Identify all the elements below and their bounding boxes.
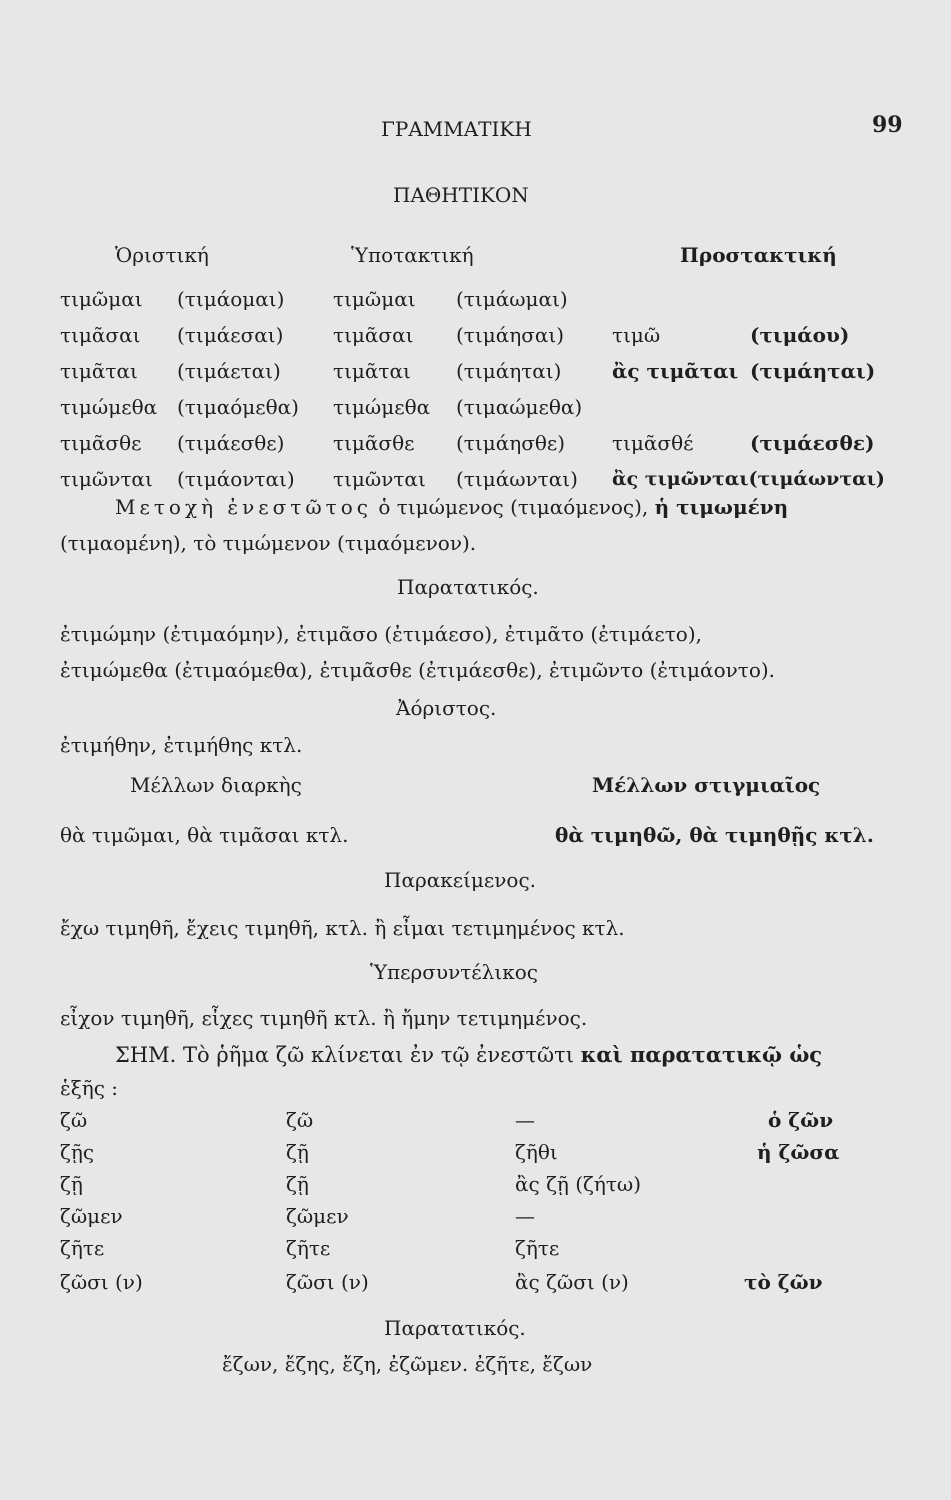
zo-cell: ζῶμεν — [286, 1204, 349, 1228]
column-header-subjunctive: Ὑποτακτική — [351, 243, 474, 267]
zo-imperfect-line: ἔζων, ἔζης, ἔζη, ἐζῶμεν. ἐζῆτε, ἔζων — [222, 1352, 593, 1376]
zo-cell: ζῶσι (ν) — [60, 1270, 143, 1294]
paradigm-cell: (τιμάομαι) — [177, 287, 285, 311]
zo-cell: ζῶμεν — [60, 1204, 123, 1228]
paradigm-cell: τιμῶ — [612, 323, 661, 347]
participle-line-2: (τιμαομένη), τὸ τιμώμενον (τιμαόμενον). — [60, 531, 477, 555]
future-continuous-label: Μέλλων διαρκὴς — [130, 773, 302, 797]
paradigm-cell: τιμῶμαι — [333, 287, 416, 311]
imperfect-line-2: ἐτιμώμεθα (ἐτιμαόμεθα), ἐτιμᾶσθε (ἐτιμάεσθε), ἐτιμῶντο (ἐτιμάοντο). — [60, 658, 776, 682]
paradigm-cell: (τιμάεσθε) — [750, 431, 875, 455]
note-line — [115, 1043, 822, 1067]
aorist-title: Ἀόριστος. — [396, 696, 497, 720]
zo-cell: τὸ ζῶν — [744, 1270, 823, 1294]
paradigm-cell: (τιμάεται) — [177, 359, 281, 383]
participle-line — [115, 495, 788, 519]
zo-cell: ζῇ — [286, 1172, 309, 1196]
column-header-indicative: Ὁριστική — [115, 243, 209, 267]
paradigm-cell: τιμῶνται — [333, 467, 426, 491]
paradigm-cell: (τιμαώμεθα) — [456, 395, 583, 419]
imperfect-title: Παρατατικός. — [397, 575, 539, 599]
paradigm-cell: (τιμάηται) — [456, 359, 562, 383]
zo-cell: ὁ ζῶν — [768, 1108, 834, 1132]
paradigm-cell: τιμᾶσθε — [60, 431, 142, 455]
note-text-bold: καὶ παρατατικῷ ὡς — [580, 1042, 823, 1067]
zo-cell: ζῇς — [60, 1140, 95, 1164]
zo-cell: ζῶ — [60, 1108, 88, 1132]
column-header-imperative: Προστακτική — [680, 243, 837, 267]
pluperfect-line: εἶχον τιμηθῆ, εἶχες τιμηθῆ κτλ. ἢ ἤμην τετιμημένος. — [60, 1006, 588, 1030]
future-instant-label: Μέλλων στιγμιαῖος — [592, 773, 821, 797]
participle-text-bold: ἡ τιμωμένη — [654, 495, 789, 519]
note-continuation: ἑξῆς : — [60, 1076, 119, 1100]
perfect-line: ἔχω τιμηθῆ, ἔχεις τιμηθῆ, κτλ. ἢ εἶμαι τετιμημένος κτλ. — [60, 916, 625, 940]
zo-cell: — — [515, 1108, 535, 1132]
imperfect-line-1: ἐτιμώμην (ἐτιμαόμην), ἐτιμᾶσο (ἐτιμάεσο), ἐτιμᾶτο (ἐτιμάετο), — [60, 622, 702, 646]
paradigm-cell: (τιμάωνται) — [456, 467, 578, 491]
paradigm-cell: (τιμάου) — [750, 323, 850, 347]
paradigm-cell: τιμᾶσαι — [60, 323, 141, 347]
paradigm-cell: τιμώμεθα — [60, 395, 158, 419]
zo-cell: — — [515, 1204, 535, 1228]
zo-cell: ἂς ζῇ (ζήτω) — [515, 1172, 642, 1196]
note-label: ΣΗΜ. — [115, 1043, 177, 1067]
zo-imperfect-title: Παρατατικός. — [384, 1316, 526, 1340]
paradigm-cell: (τιμάηται) — [750, 359, 876, 383]
paradigm-cell: (τιμαόμεθα) — [177, 395, 299, 419]
zo-cell: ζῶσι (ν) — [286, 1270, 369, 1294]
paradigm-cell: ἂς τιμᾶται — [612, 359, 739, 383]
paradigm-cell: (τιμάεσαι) — [177, 323, 284, 347]
paradigm-cell: τιμᾶσθέ — [612, 431, 694, 455]
future-instant: θὰ τιμηθῶ, θὰ τιμηθῇς κτλ. — [555, 823, 874, 847]
future-continuous: θὰ τιμῶμαι, θὰ τιμᾶσαι κτλ. — [60, 823, 349, 847]
running-header: ΓΡΑΜΜΑΤΙΚΗ — [381, 117, 532, 141]
section-title: ΠΑΘΗΤΙΚΟΝ — [393, 183, 529, 207]
zo-cell: ζῆθι — [515, 1140, 558, 1164]
zo-cell: ζῶ — [286, 1108, 314, 1132]
paradigm-cell: τιμᾶται — [60, 359, 138, 383]
paradigm-cell: τιμώμεθα — [333, 395, 431, 419]
zo-cell: ἂς ζῶσι (ν) — [515, 1270, 629, 1294]
paradigm-cell: ἂς τιμῶνται(τιμάωνται) — [612, 468, 885, 490]
zo-cell: ζῆτε — [60, 1236, 105, 1260]
paradigm-cell: τιμᾶσθε — [333, 431, 415, 455]
paradigm-cell: τιμῶνται — [60, 467, 153, 491]
paradigm-cell: (τιμάεσθε) — [177, 431, 285, 455]
zo-cell: ζῇ — [60, 1172, 83, 1196]
zo-cell: ἡ ζῶσα — [757, 1140, 840, 1164]
perfect-title: Παρακείμενος. — [384, 868, 537, 892]
pluperfect-title: Ὑπερσυντέλικος — [370, 960, 538, 984]
zo-cell: ζῇ — [286, 1140, 309, 1164]
paradigm-cell: (τιμάωμαι) — [456, 287, 568, 311]
page-number: 99 — [872, 112, 903, 138]
paradigm-cell: τιμᾶται — [333, 359, 411, 383]
zo-cell: ζῆτε — [286, 1236, 331, 1260]
zo-cell: ζῆτε — [515, 1236, 560, 1260]
note-text: Τὸ ῥῆμα ζῶ κλίνεται ἐν τῷ ἐνεστῶτι — [183, 1043, 574, 1067]
paradigm-cell: (τιμάησθε) — [456, 431, 566, 455]
participle-text: ὁ τιμώμενος (τιμαόμενος), — [378, 495, 649, 519]
paradigm-cell: τιμᾶσαι — [333, 323, 414, 347]
paradigm-cell: τιμῶμαι — [60, 287, 143, 311]
participle-label: Μετοχὴ ἐνεστῶτος — [115, 495, 372, 519]
paradigm-cell: (τιμάονται) — [177, 467, 295, 491]
paradigm-cell: (τιμάησαι) — [456, 323, 564, 347]
aorist-line: ἐτιμήθην, ἐτιμήθης κτλ. — [60, 733, 303, 757]
